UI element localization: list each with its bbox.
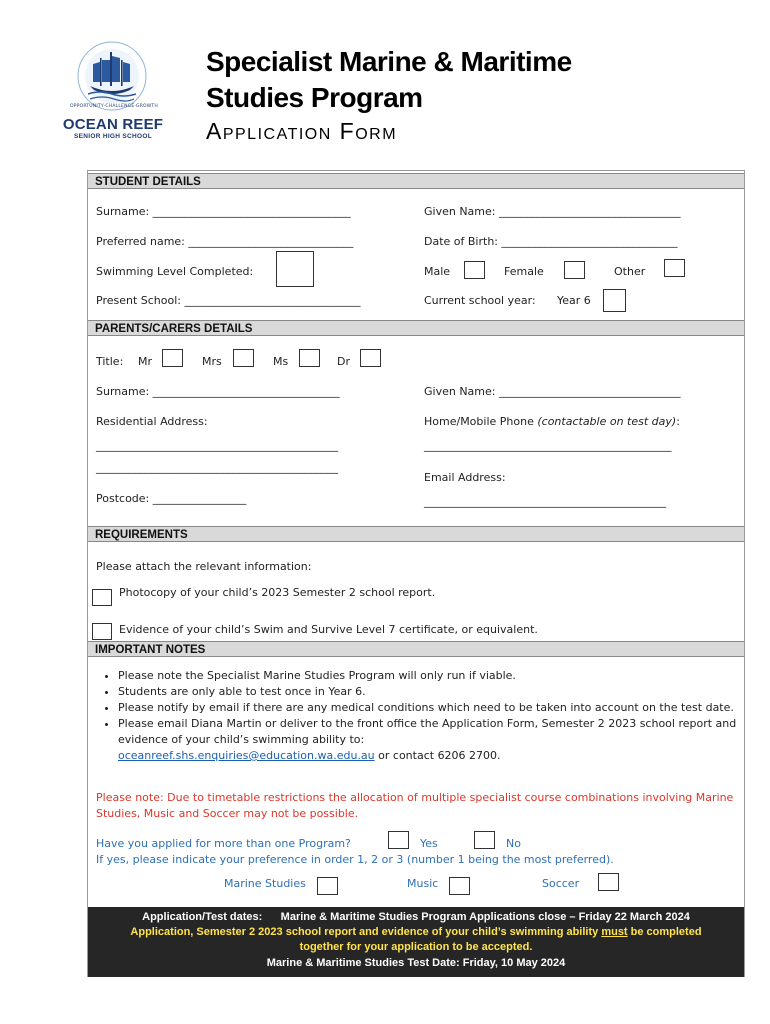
music-label: Music (407, 877, 439, 890)
requirements-intro: Please attach the relevant information: (96, 560, 312, 573)
note-2: • Students are only able to test once in Year 6. (118, 684, 758, 700)
mr-label: Mr (138, 355, 153, 368)
postcode-field[interactable]: Postcode: _________________ (96, 492, 247, 505)
marine-studies-preference-box[interactable] (317, 877, 338, 895)
footer-yellow-pre: Application, Semester 2 2023 school report and evidence of your child’s swimming ability (130, 926, 602, 938)
yes-label: Yes (420, 837, 438, 850)
report-requirement: Photocopy of your child’s 2023 Semester 2 school report. (119, 586, 436, 599)
title-line-1: Specialist Marine & Maritime (206, 46, 572, 77)
student-details-heading: STUDENT DETAILS (88, 173, 744, 189)
footer-dates-label: Application/Test dates: (142, 911, 263, 923)
footer-dates-line (88, 910, 744, 925)
footer-yellow-post: be completed (627, 926, 702, 938)
footer-dates-text: Marine & Maritime Studies Program Applications close – Friday 22 March 2024 (280, 911, 690, 923)
page-title (206, 44, 572, 116)
note-4-text: Please email Diana Martin or deliver to the front office the Application Form, Semester 2 2023 school report and evidence of your child’s swimming ability to: (118, 717, 737, 746)
male-label: Male (424, 265, 451, 278)
footer-yellow-must: must (601, 926, 628, 938)
school-name: OCEAN REEF (62, 116, 164, 133)
no-label: No (506, 837, 521, 850)
mrs-checkbox[interactable] (233, 349, 254, 367)
current-year-label: Current school year: (424, 294, 536, 307)
timetable-warning: Please note: Due to timetable restrictions the allocation of multiple specialist course combinations involving Marine Studies, Music and Soccer may not be possible. (96, 791, 734, 820)
yes-checkbox[interactable] (388, 831, 409, 849)
preferred-name-field[interactable]: Preferred name: ______________________________ (96, 235, 354, 248)
note-4 (118, 716, 758, 764)
residential-address-label: Residential Address: (96, 415, 208, 428)
form-subtitle: Application Form (206, 118, 398, 144)
phone-label-colon: : (676, 415, 680, 428)
parents-details-heading: PARENTS/CARERS DETAILS (88, 320, 744, 336)
phone-label-italic: (contactable on test day) (537, 415, 677, 428)
mr-checkbox[interactable] (162, 349, 183, 367)
certificate-requirement: Evidence of your child’s Swim and Survive Level 7 certificate, or equivalent. (119, 623, 538, 636)
address-line-1[interactable]: ____________________________________________ (96, 439, 338, 452)
footer-requirement-line-2: together for your application to be accepted. (299, 941, 533, 953)
application-form (87, 170, 745, 977)
dates-footer (88, 907, 744, 977)
dob-field[interactable]: Date of Birth: ________________________________ (424, 235, 678, 248)
dr-checkbox[interactable] (360, 349, 381, 367)
ms-label: Ms (273, 355, 289, 368)
requirements-heading: REQUIREMENTS (88, 526, 744, 542)
multiple-programs-question: Have you applied for more than one Program? (96, 837, 351, 850)
report-checkbox[interactable] (92, 589, 112, 606)
swimming-level-label: Swimming Level Completed: (96, 265, 254, 278)
marine-studies-label: Marine Studies (224, 877, 306, 890)
ms-checkbox[interactable] (299, 349, 320, 367)
student-surname-field[interactable]: Surname: ____________________________________ (96, 205, 351, 218)
other-checkbox[interactable] (664, 259, 685, 277)
school-subtitle: SENIOR HIGH SCHOOL (74, 133, 152, 140)
mrs-label: Mrs (202, 355, 222, 368)
preference-instructions: If yes, please indicate your preference in order 1, 2 or 3 (number 1 being the most preferred). (96, 853, 614, 866)
notes-list (96, 668, 758, 764)
footer-requirement-line (88, 925, 744, 940)
student-given-name-field[interactable]: Given Name: _________________________________ (424, 205, 681, 218)
parent-surname-field[interactable]: Surname: __________________________________ (96, 385, 340, 398)
title-line-2: Studies Program (206, 82, 423, 113)
school-motto: OPPORTUNITY·CHALLENGE·GROWTH (70, 104, 158, 109)
female-label: Female (504, 265, 544, 278)
male-checkbox[interactable] (464, 261, 485, 279)
email-label: Email Address: (424, 471, 506, 484)
important-notes-heading: IMPORTANT NOTES (88, 641, 744, 657)
title-label: Title: (96, 355, 124, 368)
contact-phone: or contact 6206 2700. (374, 749, 501, 762)
note-3: • Please notify by email if there are any medical conditions which need to be taken into account on the test date. (118, 700, 758, 716)
no-checkbox[interactable] (474, 831, 495, 849)
swimming-level-box[interactable] (276, 251, 314, 287)
phone-label-text: Home/Mobile Phone (424, 415, 534, 428)
present-school-field[interactable]: Present School: ________________________________ (96, 294, 361, 307)
enquiries-email-link[interactable]: oceanreef.shs.enquiries@education.wa.edu.au (118, 749, 375, 762)
dr-label: Dr (337, 355, 350, 368)
other-label: Other (614, 265, 646, 278)
parent-given-name-field[interactable]: Given Name: _________________________________ (424, 385, 681, 398)
email-line[interactable]: ____________________________________________ (424, 495, 666, 508)
current-year-checkbox[interactable] (603, 289, 626, 312)
certificate-checkbox[interactable] (92, 623, 112, 640)
current-year-value: Year 6 (557, 294, 591, 307)
female-checkbox[interactable] (564, 261, 585, 279)
soccer-preference-box[interactable] (598, 873, 619, 891)
footer-test-date: Marine & Maritime Studies Test Date: Friday, 10 May 2024 (266, 957, 566, 969)
phone-label (424, 415, 680, 429)
note-1: • Please note the Specialist Marine Studies Program will only run if viable. (118, 668, 758, 684)
phone-line[interactable]: _____________________________________________ (424, 439, 672, 452)
soccer-label: Soccer (542, 877, 580, 890)
address-line-2[interactable]: ____________________________________________ (96, 461, 338, 474)
music-preference-box[interactable] (449, 877, 470, 895)
